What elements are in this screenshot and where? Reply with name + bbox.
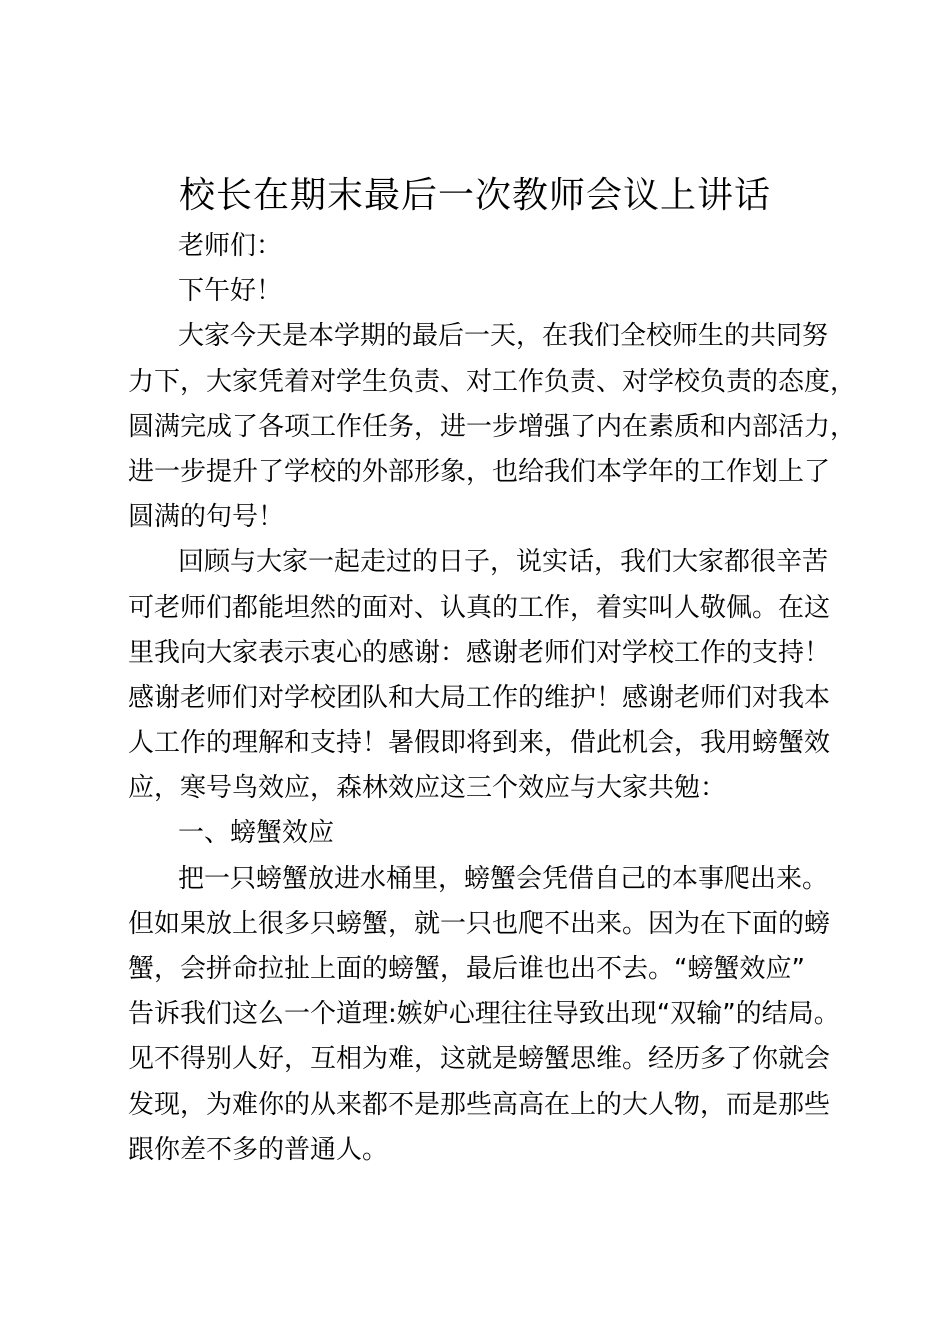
paragraph-line: 人工作的理解和支持！暑假即将到来，借此机会，我用螃蟹效 xyxy=(128,728,831,759)
paragraph-line: 力下，大家凭着对学生负责、对工作负责、对学校负责的态度， xyxy=(128,366,857,397)
paragraph-line: 回顾与大家一起走过的日子，说实话，我们大家都很辛苦 xyxy=(178,547,829,578)
paragraph-line: 蟹，会拼命拉扯上面的螃蟹，最后谁也出不去。“螃蟹效应” xyxy=(128,954,805,984)
section-heading: 一、螃蟹效应 xyxy=(178,818,335,849)
paragraph-line: 里我向大家表示衷心的感谢：感谢老师们对学校工作的支持！ xyxy=(128,637,831,668)
paragraph-line: 应，寒号鸟效应，森林效应这三个效应与大家共勉： xyxy=(128,773,727,804)
paragraph-line: 进一步提升了学校的外部形象，也给我们本学年的工作划上了 xyxy=(128,456,831,487)
paragraph-line: 跟你差不多的普通人。 xyxy=(128,1134,389,1165)
document-body xyxy=(128,224,858,1173)
paragraph-line: 可老师们都能坦然的面对、认真的工作，着实叫人敬佩。在这 xyxy=(128,592,831,623)
paragraph-line: 大家今天是本学期的最后一天，在我们全校师生的共同努 xyxy=(178,321,829,352)
paragraph-line: 把一只螃蟹放进水桶里，螃蟹会凭借自己的本事爬出来。 xyxy=(178,863,829,894)
paragraph-line: 感谢老师们对学校团队和大局工作的维护！感谢老师们对我本 xyxy=(128,682,831,713)
paragraph-line: 圆满完成了各项工作任务，进一步增强了内在素质和内部活力， xyxy=(128,411,857,442)
paragraph-line: 但如果放上很多只螃蟹，就一只也爬不出来。因为在下面的螃 xyxy=(128,908,831,939)
paragraph-line: 告诉我们这么一个道理:嫉妒心理往往导致出现“双输”的结局。 xyxy=(128,999,840,1030)
salutation-line: 老师们： xyxy=(178,231,283,261)
document-title: 校长在期末最后一次教师会议上讲话 xyxy=(178,175,771,216)
greeting-line: 下午好！ xyxy=(178,276,283,307)
paragraph-line: 见不得别人好，互相为难，这就是螃蟹思维。经历多了你就会 xyxy=(128,1044,831,1075)
paragraph-line: 圆满的句号！ xyxy=(128,502,285,533)
paragraph-line: 发现，为难你的从来都不是那些高高在上的大人物，而是那些 xyxy=(128,1089,831,1120)
